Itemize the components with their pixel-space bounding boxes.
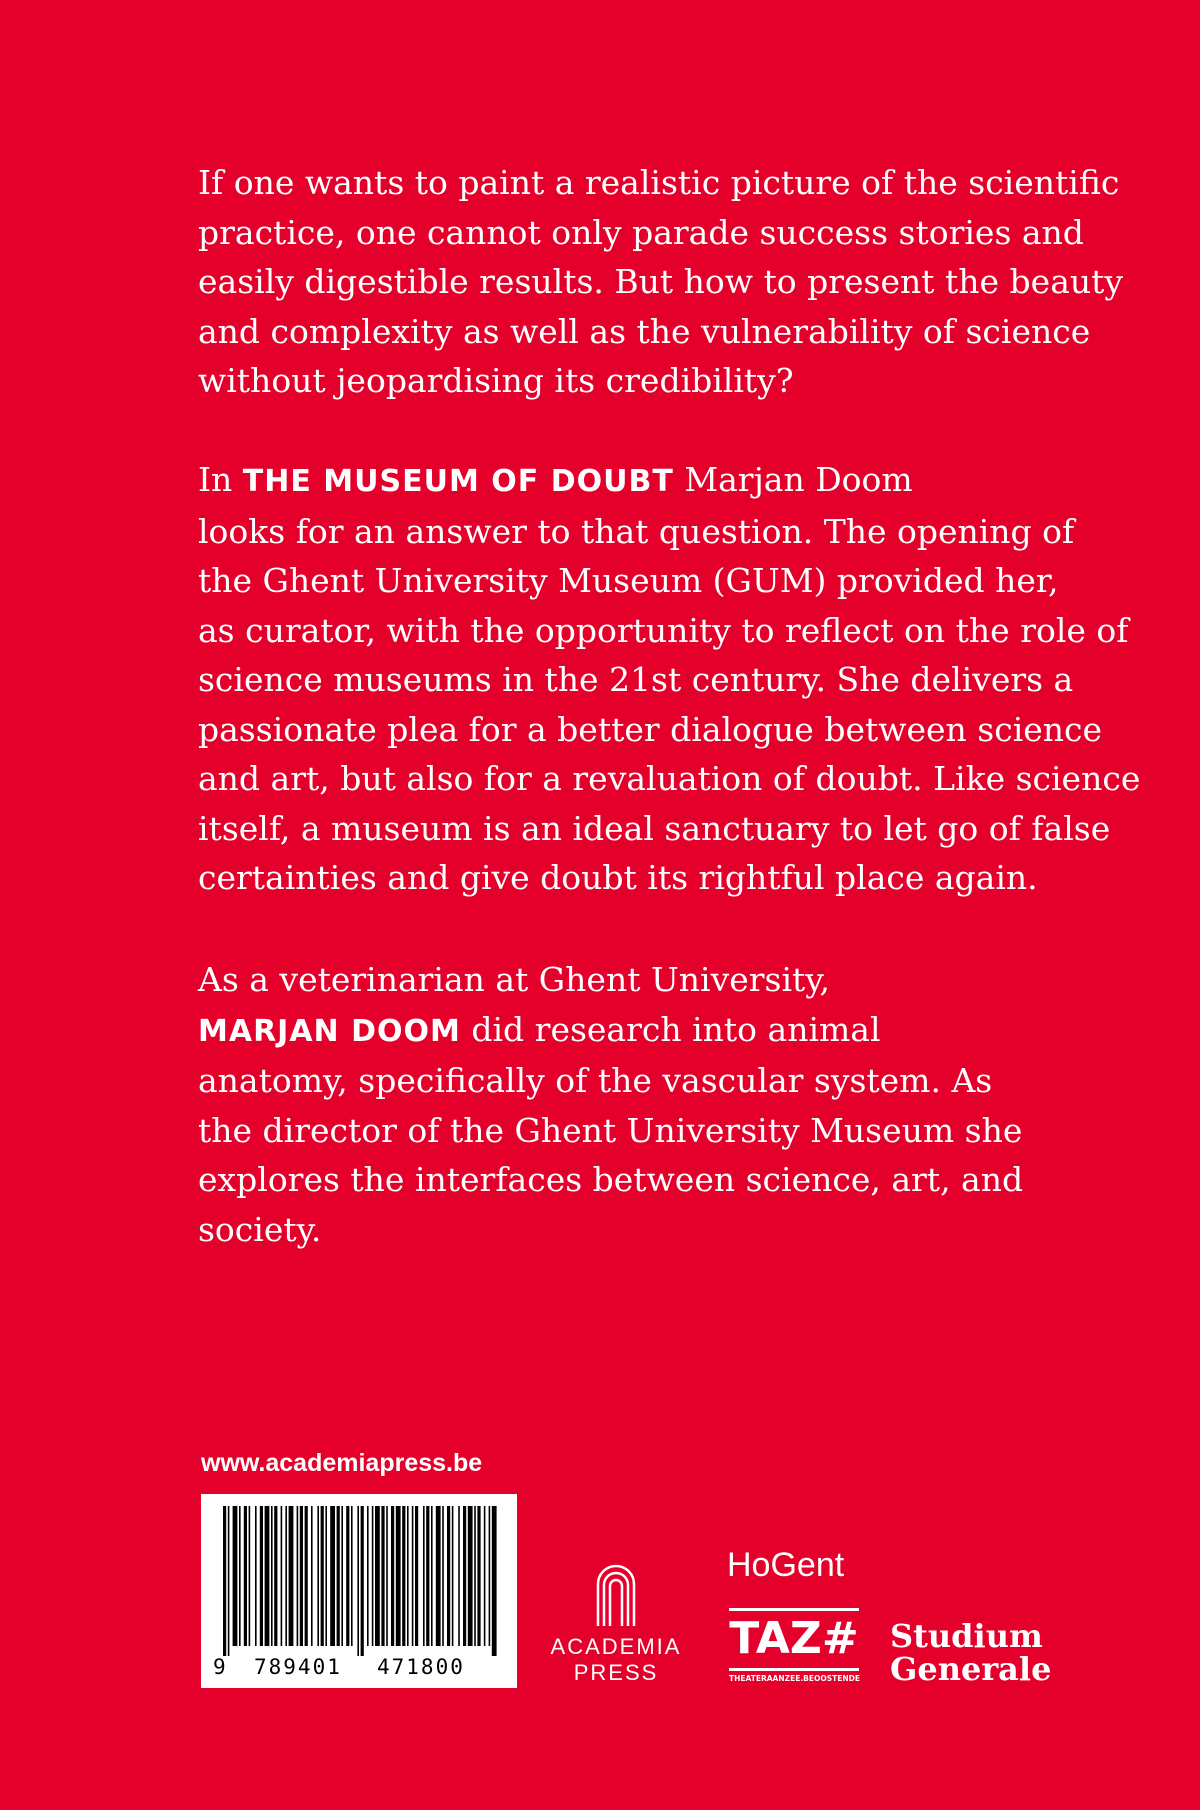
blurb-line: itself, a museum is an ideal sanctuary to let go of false: [198, 808, 1111, 848]
blurb-line: [198, 455, 1058, 507]
barcode-bar: [381, 1506, 384, 1646]
barcode-bar: [407, 1506, 409, 1646]
barcode-bar: [484, 1506, 486, 1646]
barcode-bar: [351, 1506, 353, 1646]
blurb-line: without jeopardising its credibility?: [198, 361, 794, 400]
press-label: PRESS: [573, 1660, 659, 1685]
blurb-line: certainties and give doubt its rightful place again.: [198, 858, 1038, 897]
studium-label: Studium: [890, 1617, 1043, 1655]
barcode-bar: [346, 1506, 349, 1646]
blurb-line: as curator, with the opportunity to reflect on the role of: [198, 610, 1129, 650]
barcode-bar: [436, 1506, 441, 1646]
intro-word: In: [198, 460, 233, 499]
barcode-bar: [415, 1506, 418, 1646]
barcode-bar: [249, 1506, 251, 1646]
barcode-bar: [367, 1506, 369, 1646]
barcode-bar: [271, 1506, 273, 1646]
barcode-bar: [468, 1506, 473, 1646]
barcode-graphic: [201, 1494, 517, 1688]
barcode-digits-right: 471800: [377, 1655, 465, 1679]
blurb-line: science museums in the 21st century. She delivers a: [198, 660, 1074, 699]
blurb-line: the Ghent University Museum (GUM) provided her,: [198, 561, 1059, 600]
academia-label: ACADEMIA: [550, 1634, 682, 1659]
barcode-bar: [361, 1506, 364, 1656]
barcode-bar: [223, 1506, 226, 1656]
isbn-barcode: [201, 1494, 517, 1688]
barcode-bar: [285, 1506, 287, 1646]
barcode-bar: [265, 1506, 270, 1646]
taz-logo: [729, 1608, 859, 1688]
blurb-line: practice, one cannot only parade success stories and: [198, 212, 1084, 252]
barcode-bar: [474, 1506, 476, 1646]
barcode-bar: [244, 1506, 247, 1646]
blurb-line: easily digestible results. But how to present the beauty: [198, 262, 1124, 301]
barcode-bars: [223, 1506, 497, 1656]
barcode-bar: [423, 1506, 425, 1646]
barcode-bar: [396, 1506, 401, 1646]
bio-line: the director of the Ghent University Museum she: [198, 1110, 1023, 1150]
taz-city: OOSTENDE: [814, 1674, 861, 1683]
bio-line: As a veterinarian at Ghent University,: [198, 960, 831, 999]
blurb-line: If one wants to paint a realistic picture of the scientific: [198, 163, 1120, 202]
author-bio: [198, 955, 1058, 1254]
bio-text: did research into animal: [471, 1009, 881, 1049]
generale-label: Generale: [890, 1650, 1052, 1688]
barcode-bar: [330, 1506, 335, 1646]
book-title: THE MUSEUM OF DOUBT: [242, 464, 674, 499]
barcode-bar: [452, 1506, 454, 1646]
bio-line: explores the interfaces between science, art, and: [198, 1160, 1024, 1199]
blurb-line: passionate plea for a better dialogue between science: [198, 709, 1103, 749]
barcode-bar: [431, 1506, 433, 1646]
barcode-bar: [426, 1506, 429, 1646]
barcode-bar: [260, 1506, 263, 1646]
bio-line: [198, 1005, 1058, 1057]
bio-line: anatomy, specifically of the vascular system. As: [198, 1061, 993, 1100]
barcode-bar: [311, 1506, 313, 1646]
blurb-paragraph-1: [198, 158, 1124, 406]
barcode-bar: [447, 1506, 450, 1646]
barcode-bar: [239, 1506, 241, 1646]
academia-press-logo: [536, 1556, 696, 1686]
taz-subline: [729, 1674, 859, 1683]
barcode-digits-left: 789401: [254, 1655, 342, 1679]
author-name-inline: Marjan Doom: [684, 460, 913, 499]
taz-top-rule: [729, 1608, 859, 1611]
barcode-bar: [412, 1506, 414, 1646]
barcode-bar: [391, 1506, 394, 1646]
bio-line: society.: [198, 1209, 322, 1249]
barcode-bar: [375, 1506, 380, 1646]
barcode-bar: [386, 1506, 388, 1646]
barcode-bar: [325, 1506, 327, 1646]
blurb-line: and art, but also for a revaluation of doubt. Like science: [198, 759, 1141, 798]
barcode-bar: [228, 1506, 230, 1656]
author-name: MARJAN DOOM: [198, 1013, 461, 1049]
barcode-bar: [337, 1506, 340, 1646]
blurb-line: looks for an answer to that question. The opening of: [198, 511, 1075, 551]
barcode-bar: [489, 1506, 491, 1646]
blurb-paragraph-2: [198, 455, 1141, 903]
barcode-bar: [492, 1506, 497, 1656]
barcode-bar: [341, 1506, 343, 1646]
barcode-bar: [402, 1506, 405, 1646]
barcode-first-digit: 9: [213, 1655, 226, 1679]
arch-icon: [536, 1556, 696, 1626]
barcode-bar: [281, 1506, 283, 1646]
barcode-bar: [300, 1506, 303, 1646]
publisher-website[interactable]: www.academiapress.be: [201, 1449, 483, 1477]
barcode-bar: [274, 1506, 277, 1646]
barcode-bar: [477, 1506, 480, 1646]
studium-generale-logo: [890, 1617, 1052, 1688]
barcode-bar: [458, 1506, 460, 1646]
hogent-logo: HoGent: [727, 1546, 845, 1584]
barcode-bar: [255, 1506, 257, 1646]
taz-wordmark: TAZ#: [729, 1613, 859, 1664]
taz-website: THEATERAANZEE.BE: [729, 1674, 815, 1683]
barcode-bar: [317, 1506, 319, 1646]
barcode-bar: [297, 1506, 299, 1646]
blurb-line: and complexity as well as the vulnerability of science: [198, 311, 1091, 351]
barcode-bar: [357, 1506, 359, 1656]
barcode-bar: [463, 1506, 466, 1646]
barcode-bar: [442, 1506, 444, 1646]
barcode-bar: [372, 1506, 374, 1646]
taz-bottom-rule: [729, 1668, 859, 1671]
barcode-bar: [321, 1506, 324, 1646]
barcode-bar: [289, 1506, 294, 1646]
barcode-bar: [305, 1506, 308, 1646]
barcode-bar: [233, 1506, 238, 1646]
